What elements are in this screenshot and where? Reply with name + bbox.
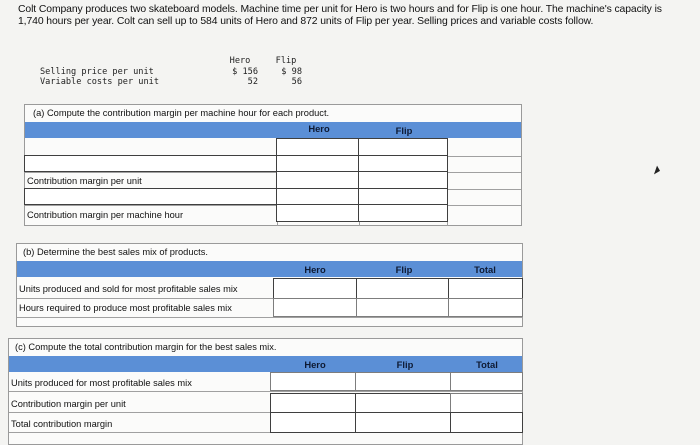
price-hero-value: $ 156 xyxy=(232,67,258,77)
price-flip-value: 56 xyxy=(291,77,302,87)
c-input-flip-total-cm[interactable] xyxy=(355,412,451,433)
a-input-flip-cm-unit[interactable] xyxy=(358,171,448,189)
price-hero-value: 52 xyxy=(247,77,258,87)
c-input-hero-total-cm[interactable] xyxy=(270,412,356,433)
b-input-flip-hours[interactable] xyxy=(356,298,449,317)
price-row-label: Selling price per unit xyxy=(40,67,154,77)
c-input-hero-cm-unit[interactable] xyxy=(270,393,356,413)
c-input-total-cm-unit[interactable] xyxy=(450,393,523,413)
a-input-hero-2[interactable] xyxy=(276,155,359,172)
part-c-row-cm-unit: Contribution margin per unit xyxy=(11,399,126,409)
problem-statement: Colt Company produces two skateboard models. Machine time per unit for Hero is two hours and for Flip is one hour. The machine's capacity is 1,740 hours per year. Colt can sell up to 584 units of Hero and 872 units of Flip per year. Selling prices and variable costs follow. xyxy=(18,4,662,27)
part-c-row-units: Units produced for most profitable sales mix xyxy=(11,378,192,388)
a-input-hero-cm-hour[interactable] xyxy=(276,204,359,222)
a-input-hero-cm-unit[interactable] xyxy=(276,171,359,189)
price-col-flip: Flip xyxy=(275,56,297,66)
c-input-total-total-cm[interactable] xyxy=(450,412,523,433)
part-c-col-flip: Flip xyxy=(396,359,414,370)
c-input-total-units[interactable] xyxy=(450,372,523,391)
a-input-flip-4[interactable] xyxy=(358,188,448,205)
b-input-flip-units[interactable] xyxy=(356,278,449,299)
b-input-total-hours[interactable] xyxy=(448,298,523,317)
a-input-flip-cm-hour[interactable] xyxy=(358,204,448,222)
a-input-flip-1[interactable] xyxy=(358,138,448,156)
b-input-hero-units[interactable] xyxy=(273,278,357,299)
price-table xyxy=(40,56,310,86)
mouse-cursor-icon xyxy=(651,166,660,175)
price-row-label: Variable costs per unit xyxy=(40,77,159,87)
c-input-flip-units[interactable] xyxy=(355,372,451,391)
part-b-col-total: Total xyxy=(474,264,496,275)
c-input-hero-units[interactable] xyxy=(270,372,356,391)
part-a-title: (a) Compute the contribution margin per machine hour for each product. xyxy=(33,108,330,118)
part-b-row-hours: Hours required to produce most profitable sales mix xyxy=(19,303,232,313)
c-input-flip-cm-unit[interactable] xyxy=(355,393,451,413)
a-input-hero-4[interactable] xyxy=(276,188,359,205)
a-input-flip-2[interactable] xyxy=(358,155,448,172)
part-b-title: (b) Determine the best sales mix of products. xyxy=(23,247,208,257)
b-input-hero-hours[interactable] xyxy=(273,298,357,317)
part-c-col-total: Total xyxy=(476,359,498,370)
a-input-hero-1[interactable] xyxy=(276,138,359,156)
part-a-col-hero: Hero xyxy=(308,123,330,134)
part-c-title: (c) Compute the total contribution margin for the best sales mix. xyxy=(15,342,277,352)
part-b-row-units: Units produced and sold for most profitable sales mix xyxy=(19,284,238,294)
part-c-col-hero: Hero xyxy=(304,359,326,370)
price-col-hero: Hero xyxy=(229,56,251,66)
price-flip-value: $ 98 xyxy=(281,67,302,77)
a-input-label-2[interactable] xyxy=(24,155,277,172)
part-b-col-flip: Flip xyxy=(395,264,413,275)
b-input-total-units[interactable] xyxy=(448,278,523,299)
part-c-row-total-cm: Total contribution margin xyxy=(11,419,113,429)
a-input-label-4[interactable] xyxy=(24,188,277,205)
part-a-row-cm-hour: Contribution margin per machine hour xyxy=(27,210,184,220)
part-a-col-flip: Flip xyxy=(395,125,413,136)
part-b-col-hero: Hero xyxy=(304,264,326,275)
part-a-row-cm-unit: Contribution margin per unit xyxy=(27,176,142,186)
